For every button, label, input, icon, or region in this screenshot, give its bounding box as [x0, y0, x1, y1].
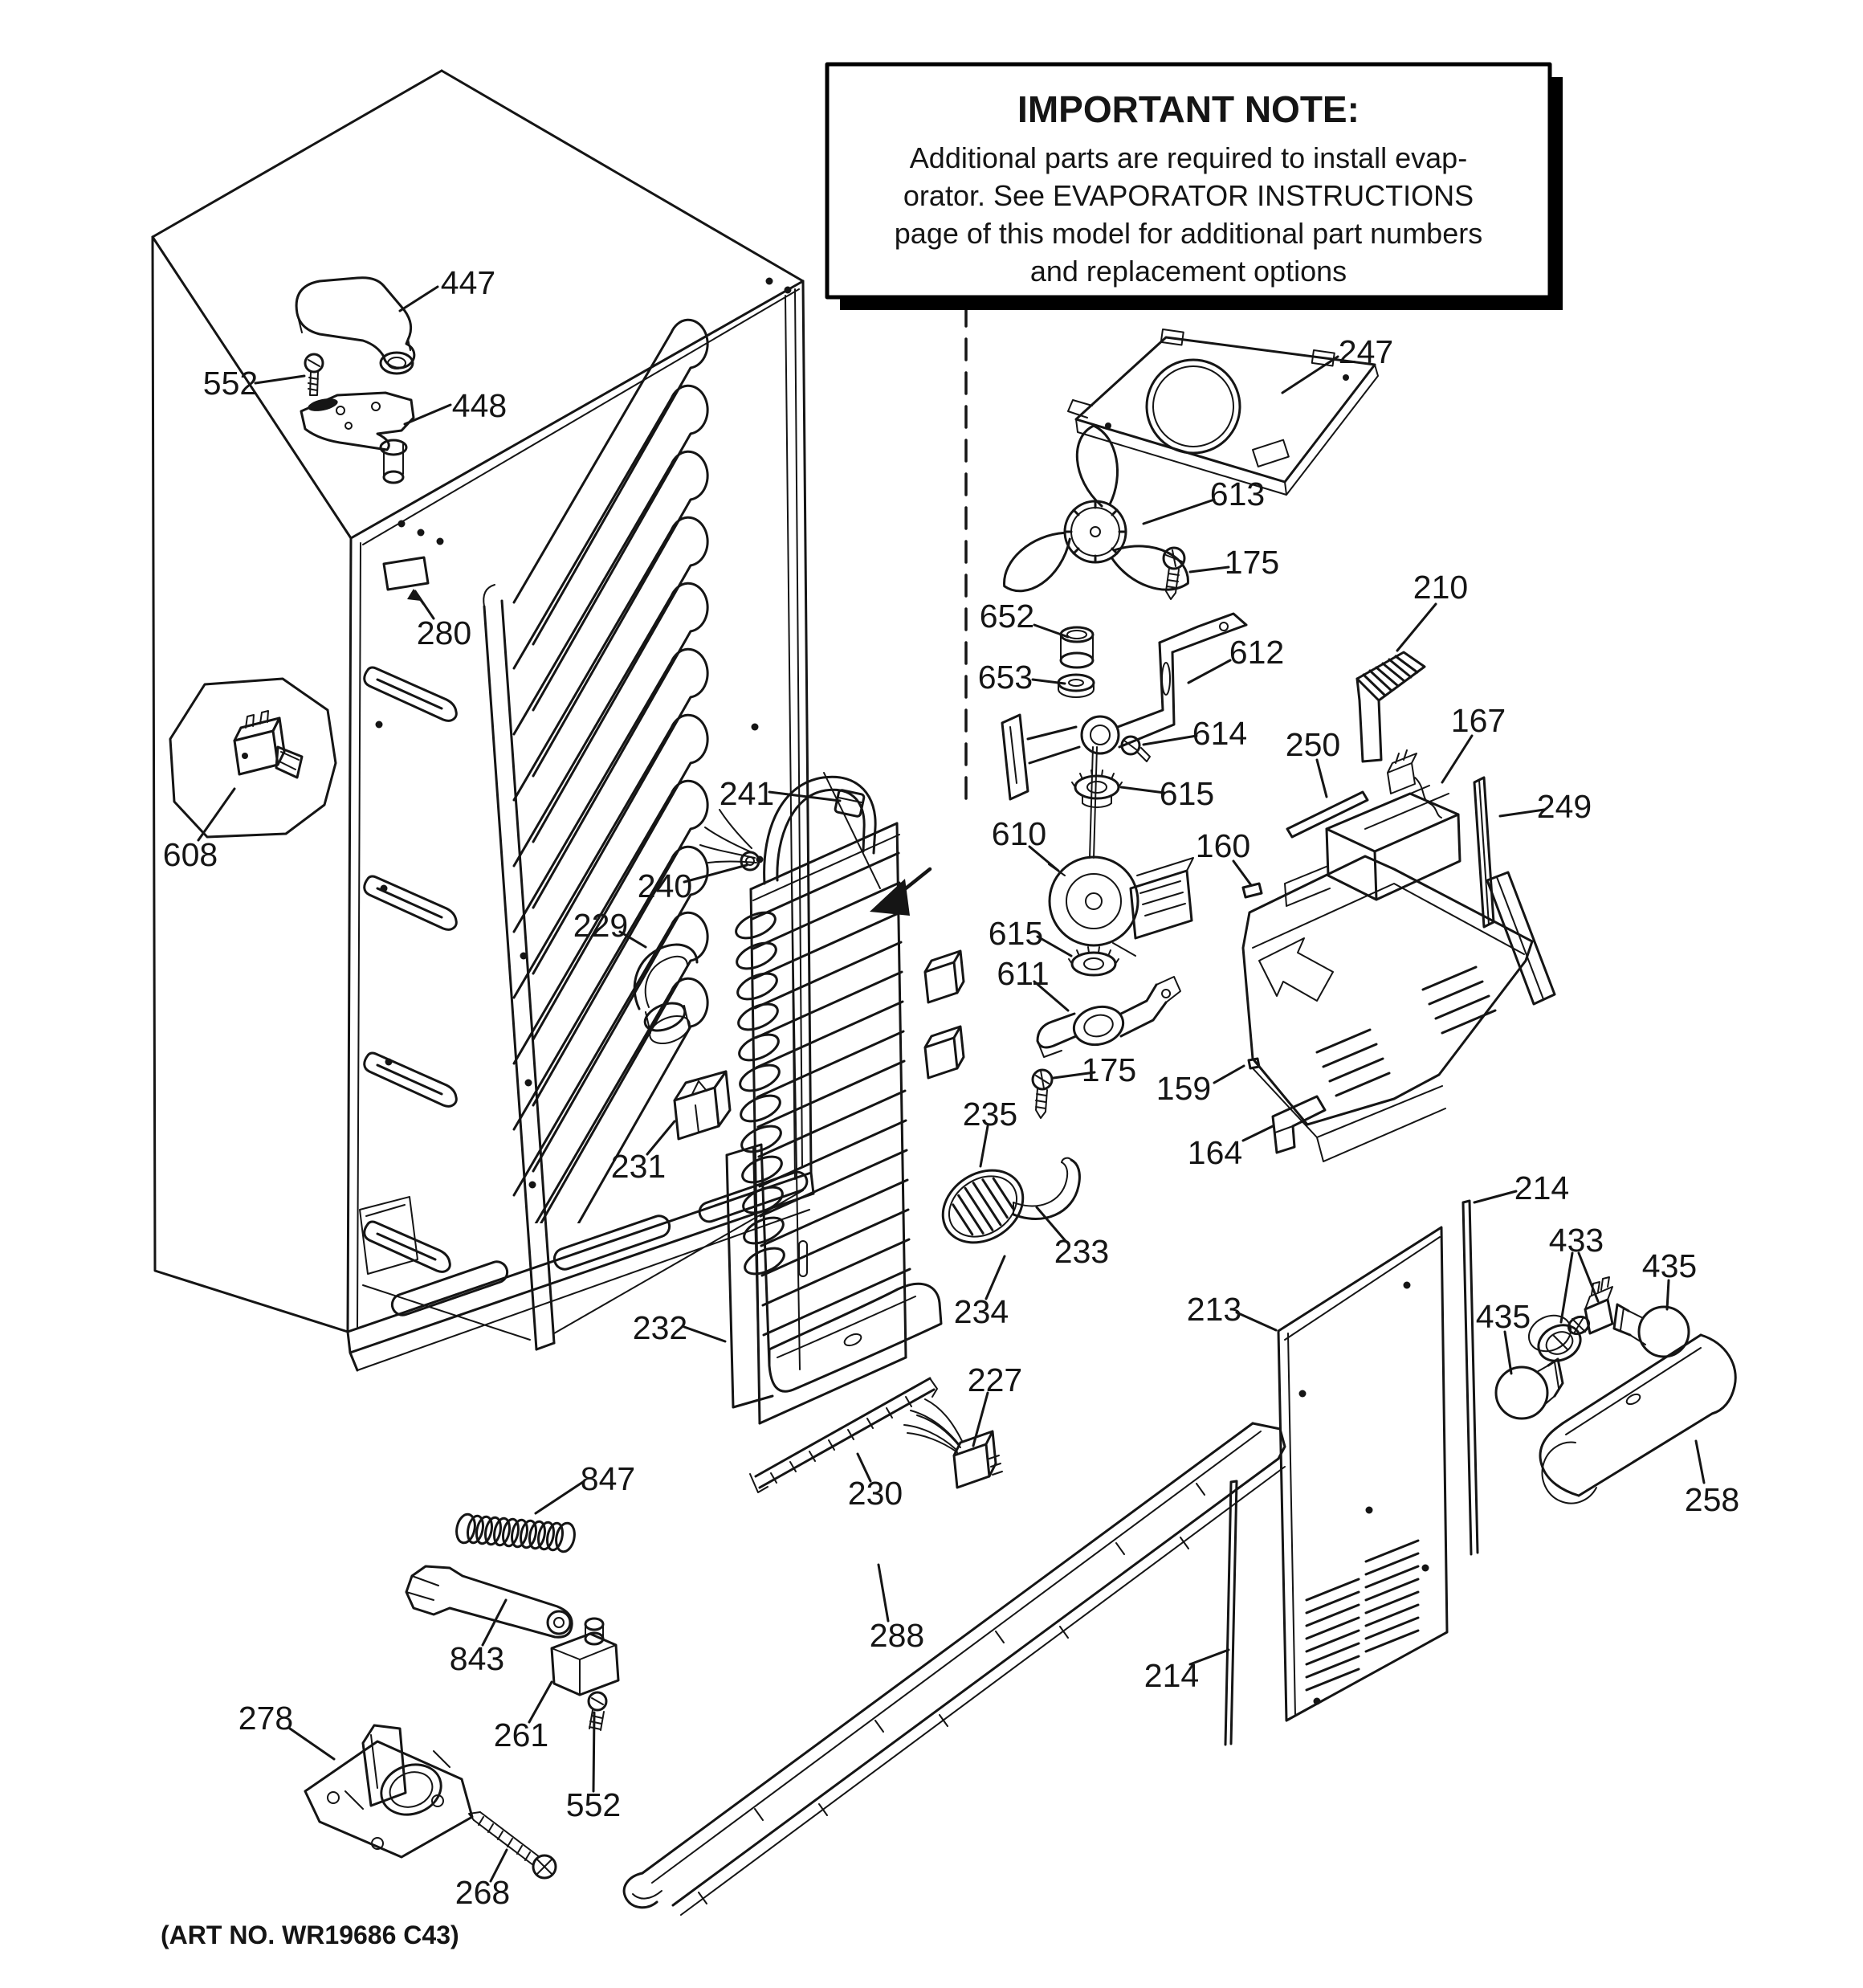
note-line-3: page of this model for additional part numbers — [894, 217, 1483, 250]
part-213-access-panel — [1278, 1227, 1447, 1721]
label-278: 278 — [238, 1700, 294, 1737]
label-610: 610 — [991, 815, 1047, 852]
note-title: IMPORTANT NOTE: — [1017, 88, 1360, 130]
label-230: 230 — [847, 1475, 903, 1512]
part-214-strip-right — [1463, 1201, 1478, 1554]
label-234: 234 — [953, 1293, 1009, 1330]
label-160: 160 — [1195, 827, 1251, 864]
note-line-1: Additional parts are required to install evap- — [909, 141, 1468, 174]
note-line-4: and replacement options — [1029, 255, 1347, 288]
part-280-sticker — [384, 557, 428, 604]
part-608-switch — [170, 679, 336, 837]
part-278-hinge-assembly — [305, 1725, 472, 1857]
part-612-motor-bracket — [1002, 614, 1246, 799]
part-448-hinge-plate — [301, 393, 414, 483]
part-175-screw-fan — [1164, 548, 1184, 599]
part-227-wire-harness — [904, 1399, 1002, 1488]
part-552-screw-bottom — [589, 1692, 606, 1730]
label-213: 213 — [1186, 1291, 1242, 1328]
label-250: 250 — [1285, 726, 1341, 763]
label-210: 210 — [1413, 569, 1469, 606]
part-167-icemaker-assembly — [1243, 750, 1532, 1161]
label-552-top: 552 — [202, 365, 259, 402]
important-note-box — [827, 64, 1563, 310]
part-847-spring — [454, 1512, 577, 1553]
part-653-washer — [1058, 675, 1094, 697]
label-167: 167 — [1450, 702, 1506, 739]
label-448: 448 — [451, 387, 508, 424]
label-608: 608 — [162, 836, 218, 873]
part-552-screw-top — [305, 354, 323, 395]
part-613-fan-blade — [993, 426, 1196, 604]
part-233-drain-tube — [1013, 1158, 1079, 1219]
part-447-hinge-cam — [296, 278, 414, 374]
part-615-grommet-lower — [1069, 947, 1119, 975]
cabinet-shelf-rails — [365, 667, 457, 1272]
label-614: 614 — [1192, 715, 1248, 752]
label-653: 653 — [977, 659, 1033, 696]
label-231: 231 — [610, 1148, 667, 1185]
part-159-clip — [1249, 1059, 1259, 1068]
label-247: 247 — [1338, 333, 1394, 370]
label-612: 612 — [1229, 634, 1285, 671]
label-175-fan: 175 — [1224, 544, 1280, 581]
part-652-bushing — [1061, 627, 1093, 667]
art-number: (ART NO. WR19686 C43) — [161, 1921, 459, 1949]
label-214-top: 214 — [1514, 1170, 1570, 1206]
part-258-light-shield — [1540, 1335, 1735, 1504]
part-231-spacer-block — [675, 1072, 730, 1139]
part-615-grommet-upper — [1072, 770, 1122, 807]
label-164: 164 — [1187, 1134, 1243, 1171]
label-249: 249 — [1536, 788, 1592, 825]
label-232: 232 — [632, 1309, 688, 1346]
label-268: 268 — [455, 1874, 511, 1911]
label-240: 240 — [637, 867, 693, 904]
label-613: 613 — [1209, 476, 1266, 512]
part-268-bolt — [469, 1812, 556, 1878]
part-843-lever — [406, 1566, 572, 1637]
part-175-screw-lower — [1033, 1070, 1052, 1118]
part-164-bracket — [1273, 1096, 1325, 1153]
label-175-lower: 175 — [1081, 1051, 1137, 1088]
label-280: 280 — [416, 614, 472, 651]
part-210-grille — [1357, 652, 1425, 761]
label-843: 843 — [449, 1640, 505, 1677]
part-214-strip-left — [1225, 1481, 1237, 1745]
label-447: 447 — [440, 264, 496, 301]
label-214-bottom: 214 — [1143, 1657, 1200, 1694]
part-247-fan-shroud — [1068, 329, 1378, 495]
label-235: 235 — [962, 1096, 1018, 1133]
part-234-235-grille — [929, 1156, 1037, 1258]
label-433: 433 — [1548, 1222, 1604, 1259]
label-261: 261 — [493, 1717, 549, 1753]
part-261-bracket — [552, 1619, 618, 1695]
part-evaporator — [700, 773, 964, 1423]
label-288: 288 — [869, 1617, 925, 1654]
label-241: 241 — [719, 775, 775, 812]
note-line-2: orator. See EVAPORATOR INSTRUCTIONS — [903, 179, 1474, 212]
label-847: 847 — [580, 1460, 636, 1497]
label-258: 258 — [1684, 1481, 1740, 1518]
label-233: 233 — [1054, 1233, 1110, 1270]
label-159: 159 — [1156, 1070, 1212, 1107]
part-435-bulb-left — [1496, 1359, 1563, 1419]
part-230-defrost-heater — [750, 1378, 937, 1492]
label-552-bottom: 552 — [565, 1786, 622, 1823]
leader-lines — [198, 287, 1704, 1881]
label-615-lower: 615 — [988, 915, 1044, 952]
part-611-lower-bracket — [1037, 977, 1180, 1057]
label-611: 611 — [997, 955, 1050, 992]
label-435-right: 435 — [1641, 1247, 1698, 1284]
label-229: 229 — [573, 907, 629, 944]
label-227: 227 — [967, 1361, 1023, 1398]
label-615-upper: 615 — [1159, 775, 1215, 812]
label-652: 652 — [979, 598, 1035, 635]
part-160-clip — [1243, 884, 1262, 897]
label-435-left: 435 — [1475, 1298, 1531, 1335]
